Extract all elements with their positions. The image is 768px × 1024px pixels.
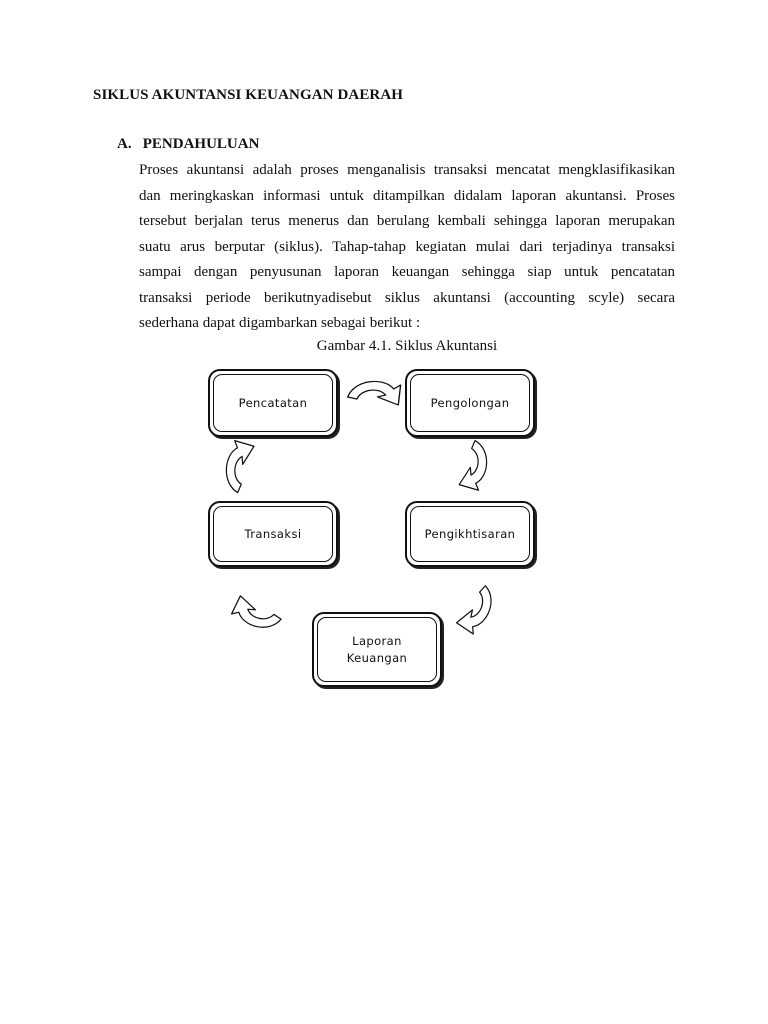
section-heading-text: PENDAHULUAN <box>142 136 260 152</box>
accounting-cycle-diagram <box>195 360 555 700</box>
node-label: Pengolongan <box>430 395 510 410</box>
curved-arrow-icon <box>459 439 491 491</box>
paragraph-line: sampai dengan penyusunan laporan keuangan sehingga siap untuk pencatatan <box>139 264 675 280</box>
paragraph-line: dan meringkaskan informasi untuk ditampilkan didalam laporan akuntansi. Proses <box>139 187 675 204</box>
node-pengikhtisaran <box>405 501 535 567</box>
node-label: Pencatatan <box>238 395 308 410</box>
node-transaksi <box>208 501 338 567</box>
section-heading <box>117 136 259 153</box>
node-label: Transaksi <box>244 526 302 541</box>
curved-arrow-icon <box>348 381 401 405</box>
curved-arrow-icon <box>230 595 283 634</box>
intro-paragraph <box>139 158 675 337</box>
node-label: Laporan Keuangan <box>346 633 408 665</box>
curved-arrow-icon <box>222 440 254 494</box>
paragraph-line: suatu arus berputar (siklus). Tahap-tahap kegiatan mulai dari terjadinya transaksi <box>139 238 675 255</box>
paragraph-line: transaksi periode berikutnyadisebut siklus akuntansi (accounting scyle) secara <box>139 289 675 306</box>
section-marker: A. <box>117 136 132 152</box>
node-label: Pengikhtisaran <box>424 526 516 541</box>
document-title: SIKLUS AKUNTANSI KEUANGAN DAERAH <box>93 87 404 103</box>
paragraph-line: Proses akuntansi adalah proses menganalisis transaksi mencatat mengklasifikasikan <box>139 162 675 178</box>
node-pengolongan <box>405 369 535 437</box>
figure-caption: Gambar 4.1. Siklus Akuntansi <box>316 338 498 354</box>
curved-arrow-icon <box>456 582 499 636</box>
node-laporan-keuangan <box>312 612 442 687</box>
node-pencatatan <box>208 369 338 437</box>
paragraph-line: sederhana dapat digambarkan sebagai berikut : <box>139 315 421 331</box>
paragraph-line: tersebut berjalan terus menerus dan berulang kembali sehingga laporan merupakan <box>139 213 675 229</box>
